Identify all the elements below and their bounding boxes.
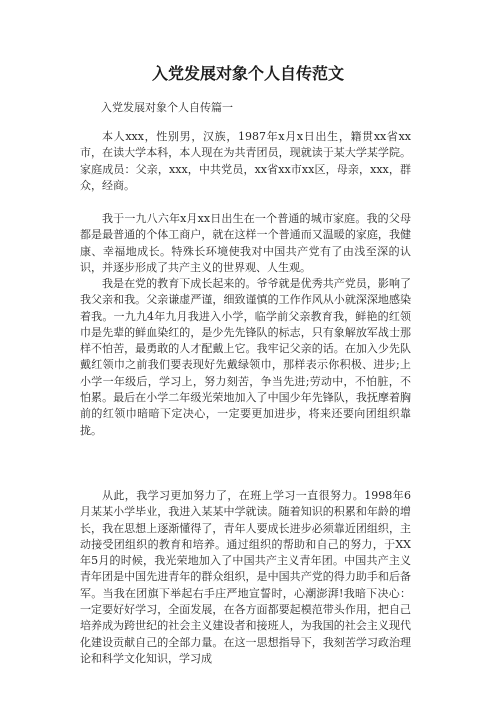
document-subtitle: 入党发展对象个人自传篇一 <box>101 101 233 114</box>
paragraph-personal-info: 本人xxx，性别男，汉族，1987年x月x日出生，籍贯xx省xx市，在读大学本科，本人现在为共青团员，现就读于某大学某学院。家庭成员：父亲，xxx，中共党员，xx省xx市xx区，母亲，xxx，群众，经商。 <box>80 130 411 192</box>
document-title: 入党发展对象个人自传范文 <box>151 64 344 83</box>
paragraph-youth-league: 从此，我学习更加努力了，在班上学习一直很努力。1998年6月某某小学毕业，我进入某某中学就读。随着知识的积累和年龄的增长，我在思想上逐渐懂得了，青年人要成长进步必须靠近团组织，主动接受团组织的教育和培养。通过组织的帮助和自己的努力，于XX年5月的时候，我光荣地加入了中国共产主义青年团。中国共产主义青年团是中国先进青年的群众组织，是中国共产党的得力助手和后备军。当我在团旗下举起右手庄严地宣誓时，心潮澎湃!我暗下决心：一定要好好学习，全面发展，在各方面都要起模范带头作用，把自己培养成为跨世纪的社会主义建设者和接班人，为我国的社会主义现代化建设贡献自己的全部力量。在这一思想指导下，我刻苦学习政治理论和科学文化知识，学习成 <box>80 489 411 665</box>
paragraph-family-background: 我于一九八六年x月xx日出生在一个普通的城市家庭。我的父母都是最普通的个体工商户，就在这样一个普通而又温暖的家庭，我健康、幸福地成长。特殊长环境使我对中国共产党有了由浅至深的认识，并逐步形成了共产主义的世界观、人生观。 <box>80 212 411 274</box>
paragraph-childhood: 我是在党的教育下成长起来的。爷爷就是优秀共产党员，影响了我父亲和我。父亲谦虚严谨，细致谨慎的工作作风从小就深深地感染着我。一九九4年九月我进入小学，临学前父亲教育我，鲜艳的红领巾是先辈的鲜血染红的，是少先先锋队的标志，只有象解放军战士那样不怕苦，最勇敢的人才配戴上它。我牢记父亲的话。在加入少先队戴红领巾之前我们要表现好先戴绿领巾，那样表示你积极、进步;上小学一年级后，学习上，努力刻苦，争当先进;劳动中，不怕脏，不怕累。最后在小学二年级光荣地加入了中国少年先锋队，我抚摩着胸前的红领巾暗暗下定决心，一定要更加进步，将来还要向团组织靠拢。 <box>80 277 411 437</box>
